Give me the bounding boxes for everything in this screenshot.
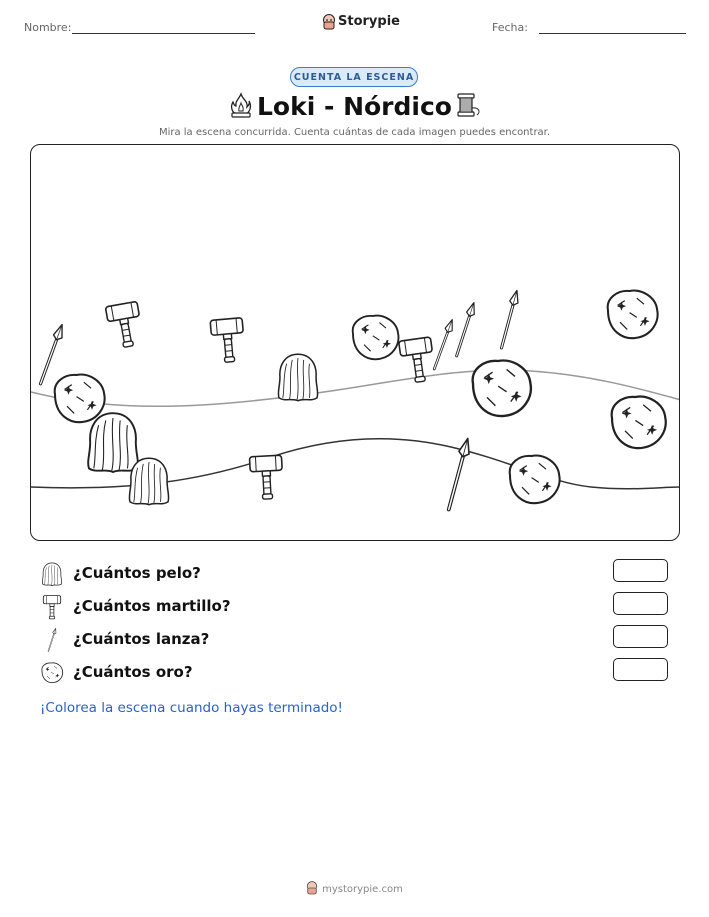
gold-3	[473, 361, 531, 416]
name-input-line[interactable]	[72, 33, 255, 34]
hammer-1	[105, 301, 144, 349]
thread-spool-icon	[455, 92, 483, 118]
spear-icon	[40, 627, 64, 653]
spear-4	[497, 289, 521, 349]
question-text-spear: ¿Cuántos lanza?	[73, 630, 210, 648]
date-input-line[interactable]	[539, 33, 686, 34]
hair-icon	[40, 561, 64, 587]
spear-2	[431, 318, 456, 370]
hair-1	[278, 354, 317, 401]
hammer-3	[399, 337, 437, 384]
scene-illustration	[31, 145, 680, 541]
answer-box-hair[interactable]	[613, 559, 668, 582]
storypie-logo-icon	[322, 14, 336, 30]
storypie-logo-icon	[306, 881, 318, 895]
spear-3	[453, 301, 478, 357]
spear-1	[36, 323, 66, 385]
answer-box-gold[interactable]	[613, 658, 668, 681]
coloring-prompt: ¡Colorea la escena cuando hayas terminado!	[40, 700, 343, 716]
hair-2	[88, 413, 138, 472]
question-text-gold: ¿Cuántos oro?	[73, 663, 193, 681]
hair-3	[129, 458, 168, 505]
gold-6	[510, 456, 560, 504]
gold-2	[353, 316, 399, 360]
hammer-2	[210, 318, 246, 364]
instructions: Mira la escena concurrida. Cuenta cuántas de cada imagen puedes encontrar.	[158, 127, 551, 138]
gold-nugget-icon	[40, 660, 64, 686]
counting-scene[interactable]	[30, 144, 680, 541]
gold-4	[608, 291, 658, 339]
answer-box-hammer[interactable]	[613, 592, 668, 615]
question-text-hammer: ¿Cuántos martillo?	[73, 597, 231, 615]
gold-1	[55, 375, 105, 423]
date-label: Fecha:	[492, 21, 528, 34]
brand-name: Storypie	[338, 14, 400, 29]
gold-5	[612, 397, 666, 449]
answer-box-spear[interactable]	[613, 625, 668, 648]
hammer-4	[249, 455, 283, 500]
horizon-line-upper	[31, 370, 680, 406]
page-title: Loki - Nórdico	[257, 92, 452, 121]
activity-badge: CUENTA LA ESCENA	[290, 67, 418, 87]
footer	[0, 881, 709, 895]
brand-logo	[322, 13, 400, 31]
name-label: Nombre:	[24, 21, 72, 34]
footer-link[interactable]: mystorypie.com	[322, 884, 403, 895]
hammer-icon	[40, 594, 64, 620]
question-text-hair: ¿Cuántos pelo?	[73, 564, 201, 582]
